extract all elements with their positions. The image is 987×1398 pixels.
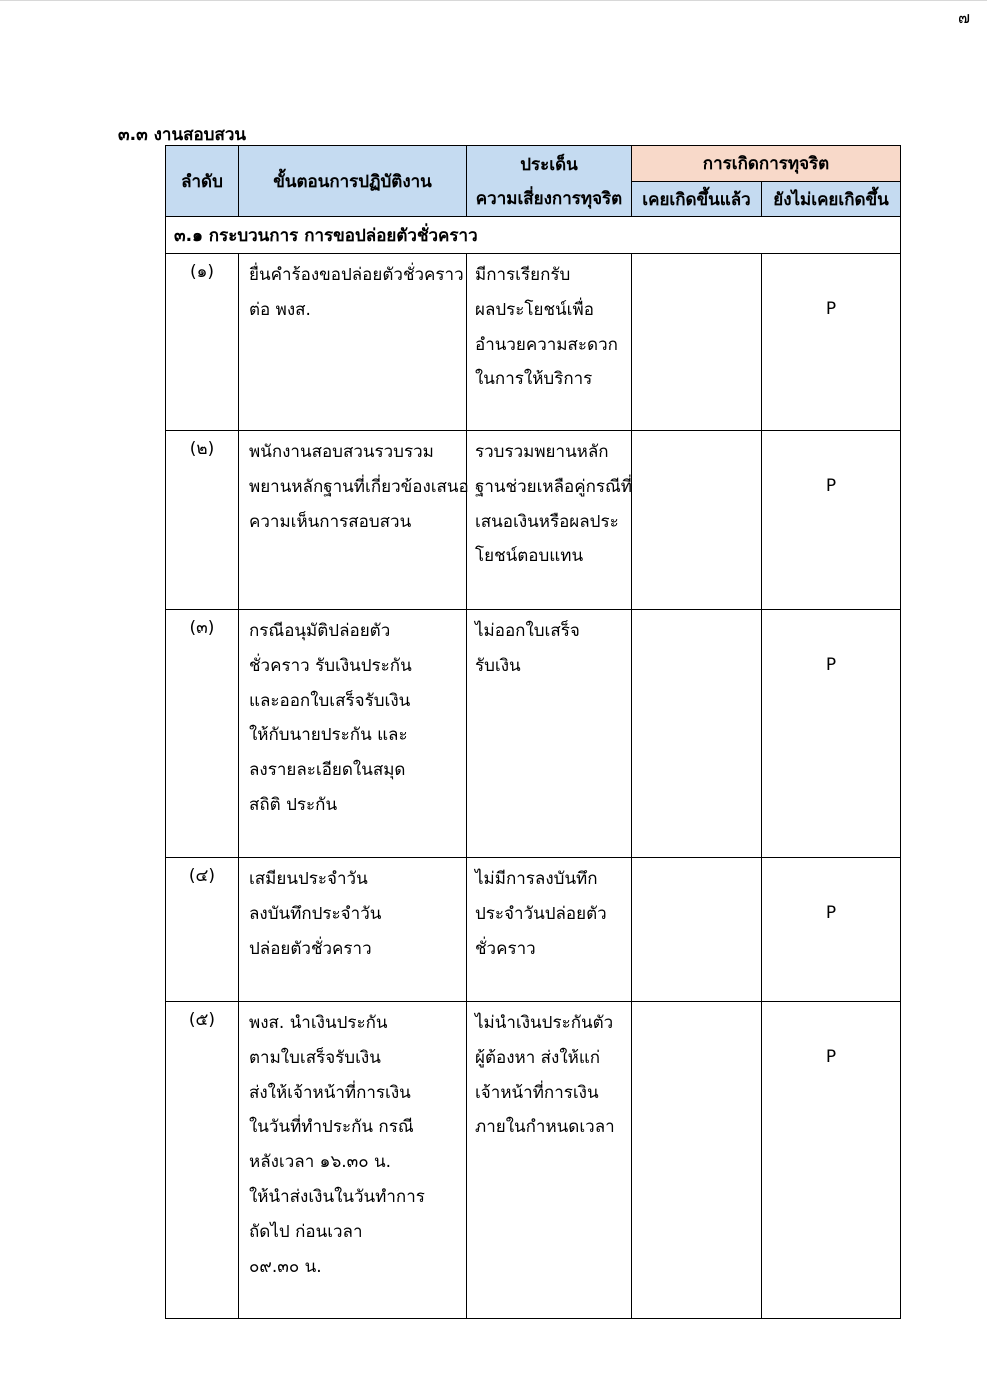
row-number: (๑) [166, 254, 239, 431]
header-risk-line1: ประเด็น [520, 155, 578, 175]
procedure-line: ๐๙.๓๐ น. [249, 1256, 322, 1277]
risk-cell [467, 610, 632, 858]
procedure-line: ความเห็นการสอบสวน [249, 511, 412, 532]
procedure-line: ในวันที่ทำประกัน กรณี [249, 1117, 414, 1138]
procedure-line: และออกใบเสร็จรับเงิน [249, 690, 411, 711]
section-title: ๓.๓ งานสอบสวน [118, 125, 247, 145]
procedure-line: ตามใบเสร็จรับเงิน [249, 1047, 381, 1068]
occurred-cell [632, 254, 762, 431]
procedure-line: ถัดไป ก่อนเวลา [249, 1221, 363, 1242]
procedure-cell [239, 431, 467, 610]
table-row [166, 610, 901, 858]
header-occurrence: การเกิดการทุจริต [632, 146, 901, 182]
risk-line: รวบรวมพยานหลัก [475, 442, 609, 462]
procedure-line: พงส. นำเงินประกัน [249, 1013, 388, 1033]
header-occurred: เคยเกิดขึ้นแล้ว [632, 182, 762, 217]
table-row [166, 431, 901, 610]
subsection-title: ๓.๑ กระบวนการ การขอปล่อยตัวชั่วคราว [166, 217, 901, 254]
occurred-cell [632, 1002, 762, 1319]
risk-line: ในการให้บริการ [475, 369, 593, 390]
procedure-line: ยื่นคำร้องขอปล่อยตัวชั่วคราว [249, 265, 464, 285]
procedure-line: ส่งให้เจ้าหน้าที่การเงิน [249, 1082, 411, 1103]
procedure-line: เสมียนประจำวัน [249, 869, 368, 889]
header-not-occurred: ยังไม่เคยเกิดขึ้น [762, 182, 901, 217]
not-occurred-cell: P [762, 431, 901, 610]
procedure-line: พนักงานสอบสวนรวบรวม [249, 442, 434, 462]
procedure-line: ชั่วคราว รับเงินประกัน [249, 655, 412, 676]
risk-cell [467, 858, 632, 1002]
not-occurred-cell: P [762, 858, 901, 1002]
table-row [166, 1002, 901, 1319]
risk-cell [467, 431, 632, 610]
procedure-line: ลงบันทึกประจำวัน [249, 903, 382, 924]
risk-line: อำนวยความสะดวก [475, 334, 618, 355]
procedure-line: กรณีอนุมัติปล่อยตัว [249, 621, 391, 641]
occurred-cell [632, 858, 762, 1002]
procedure-line: ลงรายละเอียดในสมุด [249, 760, 406, 781]
page-top-border [0, 0, 987, 1]
table-row [166, 858, 901, 1002]
procedure-cell [239, 858, 467, 1002]
procedure-cell [239, 254, 467, 431]
procedure-line: พยานหลักฐานที่เกี่ยวข้องเสนอ [249, 476, 469, 497]
risk-line: ผลประโยชน์เพื่อ [475, 299, 594, 320]
procedure-line: หลังเวลา ๑๖.๓๐ น. [249, 1152, 392, 1173]
not-occurred-cell: P [762, 254, 901, 431]
row-number: (๒) [166, 431, 239, 610]
risk-line: ภายในกำหนดเวลา [475, 1117, 615, 1138]
risk-line: ผู้ต้องหา ส่งให้แก่ [475, 1047, 601, 1068]
procedure-line: ต่อ พงส. [249, 299, 311, 320]
risk-line: ประจำวันปล่อยตัว [475, 903, 607, 924]
header-risk-line2: ความเสี่ยงการทุจริต [475, 189, 623, 209]
risk-line: เจ้าหน้าที่การเงิน [475, 1082, 599, 1103]
procedure-cell [239, 610, 467, 858]
table-row [166, 254, 901, 431]
risk-line: ไม่ออกใบเสร็จ [475, 621, 580, 641]
row-number: (๕) [166, 1002, 239, 1319]
procedure-line: ให้นำส่งเงินในวันทำการ [249, 1186, 425, 1207]
procedure-line: สถิติ ประกัน [249, 794, 338, 815]
header-risk [467, 146, 632, 217]
procedure-line: ปล่อยตัวชั่วคราว [249, 938, 372, 959]
row-number: (๓) [166, 610, 239, 858]
risk-line: เสนอเงินหรือผลประ [475, 511, 619, 532]
occurred-cell [632, 610, 762, 858]
not-occurred-cell: P [762, 610, 901, 858]
page-number: ๗ [957, 8, 970, 27]
risk-line: ไม่นำเงินประกันตัว [475, 1013, 614, 1033]
risk-line: โยชน์ตอบแทน [475, 546, 584, 567]
row-number: (๔) [166, 858, 239, 1002]
header-procedure: ขั้นตอนการปฏิบัติงาน [239, 146, 467, 217]
risk-line: ไม่มีการลงบันทึก [475, 869, 598, 889]
risk-cell [467, 1002, 632, 1319]
corruption-risk-table [165, 145, 901, 1319]
procedure-cell [239, 1002, 467, 1319]
risk-line: ฐานช่วยเหลือคู่กรณีที่ [475, 476, 633, 497]
risk-cell [467, 254, 632, 431]
risk-line: มีการเรียกรับ [475, 265, 571, 285]
risk-line: รับเงิน [475, 655, 521, 676]
not-occurred-cell: P [762, 1002, 901, 1319]
occurred-cell [632, 431, 762, 610]
risk-line: ชั่วคราว [475, 938, 536, 959]
procedure-line: ให้กับนายประกัน และ [249, 725, 408, 746]
header-order: ลำดับ [166, 146, 239, 217]
